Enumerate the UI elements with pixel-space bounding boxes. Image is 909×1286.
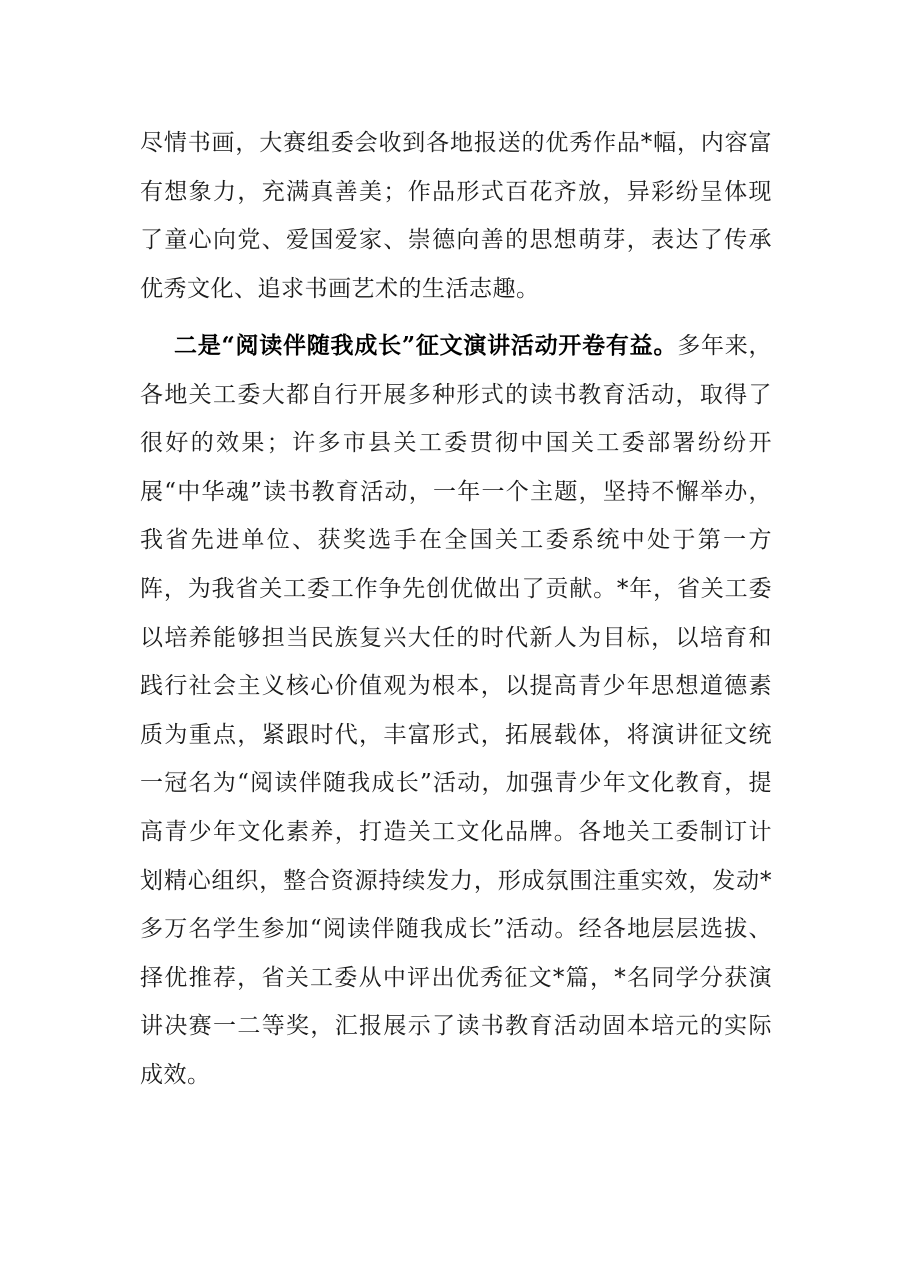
paragraph-body-text: 多年来，各地关工委大都自行开展多种形式的读书教育活动，取得了很好的效果；许多市县关工委贯彻中国关工委部署纷纷开展“中华魂”读书教育活动，一年一个主题，坚持不懈举办，我省先进单位、获奖选手在全国关工委系统中处于第一方阵，为我省关工委工作争先创优做出了贡献。*年，省关工委以培养能够担当民族复兴大任的时代新人为目标，以培育和践行社会主义核心价值观为根本，以提高青少年思想道德素质为重点，紧跟时代，丰富形式，拓展载体，将演讲征文统一冠名为“阅读伴随我成长”活动，加强青少年文化教育，提高青少年文化素养，打造关工文化品牌。各地关工委制订计划精心组织，整合资源持续发力，形成氛围注重实效，发动*多万名学生参加“阅读伴随我成长”活动。经各地层层选拔、择优推荐，省关工委从中评出优秀征文*篇，*名同学分获演讲决赛一二等奖，汇报展示了读书教育活动固本培元的实际成效。 xyxy=(140,333,773,1088)
paragraph-reading-activity xyxy=(140,322,772,1100)
paragraph-lead-heading: 二是“阅读伴随我成长”征文演讲活动开卷有益。 xyxy=(174,332,678,359)
paragraph-calligraphy-contest: 尽情书画，大赛组委会收到各地报送的优秀作品*幅，内容富有想象力，充满真善美；作品形式百花齐放，异彩纷呈体现了童心向党、爱国爱家、崇德向善的思想萌芽，表达了传承优秀文化、追求书画艺术的生活志趣。 xyxy=(140,130,772,302)
